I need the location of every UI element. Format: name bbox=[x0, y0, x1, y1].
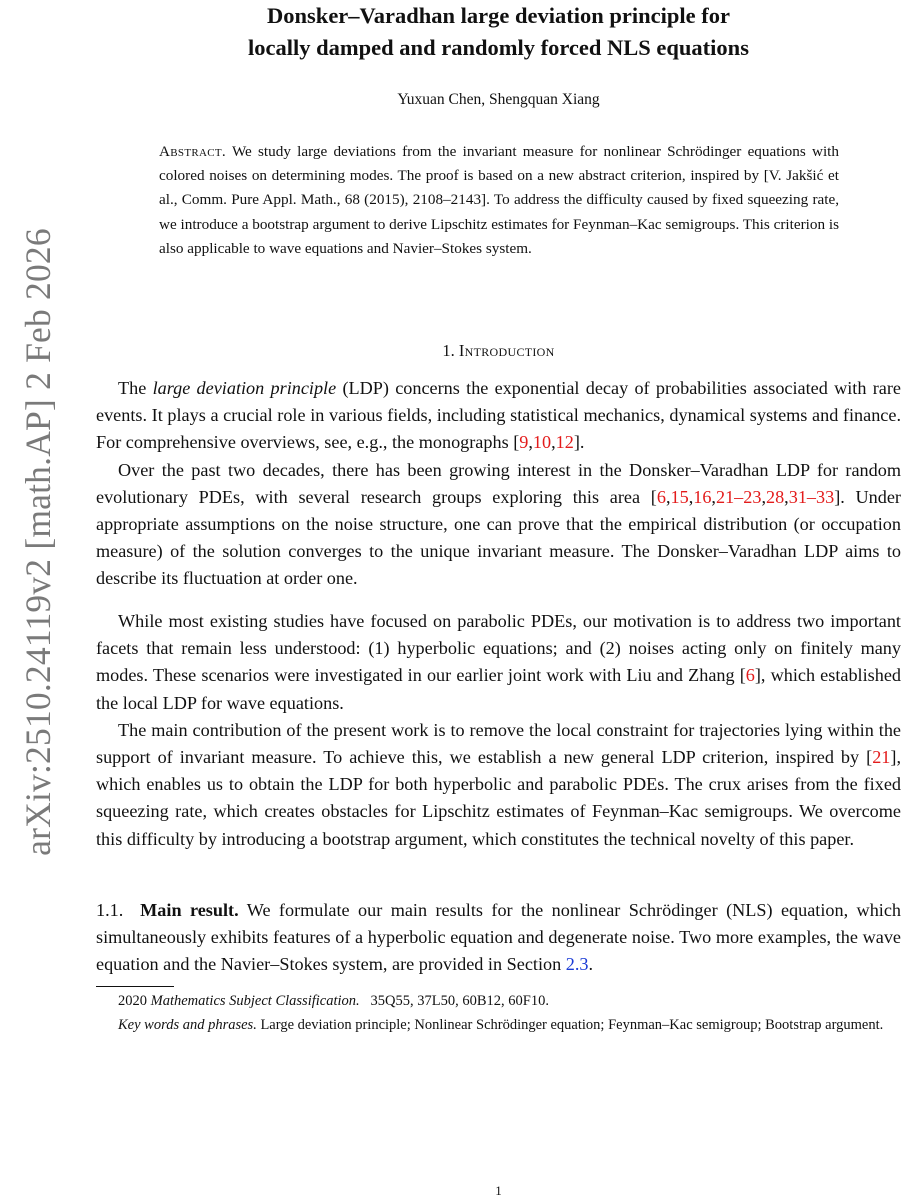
text-run: , bbox=[688, 486, 694, 507]
citation-link[interactable]: 9 bbox=[519, 432, 529, 453]
text-run: , bbox=[528, 432, 533, 453]
paper-title bbox=[96, 0, 901, 64]
text-run: ]. Under appropriate assumptions on the noise structure, one can prove that the empirical distribution (or occupation measure) of the solution converges to the unique invariant measure. The Donsker–Varadhan LDP aims to describe its fluctuation at order one. bbox=[96, 486, 901, 589]
abstract-text: We study large deviations from the invariant measure for nonlinear Schrödinger equations with colored noises on determining modes. The proof is based on a new abstract criterion, inspired by [V. Jakšić et al., Comm. Pure Appl. Math., 68 (2015), 2108–2143]. To address the difficulty caused by fixed squeezing rate, we introduce a bootstrap argument to derive Lipschitz estimates for Feynman–Kac semigroups. This criterion is also applicable to wave equations and Navier–Stokes system. bbox=[159, 143, 839, 257]
title-line-1: Donsker–Varadhan large deviation principle for bbox=[267, 3, 730, 28]
intro-paragraph-3 bbox=[96, 608, 901, 717]
text-run: , bbox=[761, 486, 766, 507]
footnote-msc bbox=[96, 990, 901, 1014]
text-run: Over the past two decades, there has been growing interest in the Donsker–Varadhan LDP for random evolutionary PDEs, with several research groups exploring this area [ bbox=[96, 459, 901, 507]
section-heading-introduction bbox=[96, 339, 901, 363]
footnote-rule bbox=[96, 986, 174, 987]
citation-link[interactable]: 21 bbox=[872, 747, 891, 768]
text-run: (LDP) concerns the exponential decay of probabilities associated with rare events. It plays a crucial role in various fields, including statistical mechanics, dynamical systems and finance. For comprehensive overviews, see, e.g., the monographs [ bbox=[96, 378, 901, 453]
abstract bbox=[159, 140, 839, 261]
subsection-number: 1.1. bbox=[96, 900, 124, 920]
text-run: The bbox=[118, 378, 153, 398]
intro-paragraph-1 bbox=[96, 375, 901, 457]
footnotes bbox=[96, 990, 901, 1038]
citation-link[interactable]: 21–23 bbox=[715, 486, 762, 507]
text-run: , bbox=[784, 486, 789, 507]
text-run: . bbox=[588, 954, 594, 975]
intro-paragraph-2 bbox=[96, 457, 901, 593]
intro-paragraph-4 bbox=[96, 717, 901, 853]
text-run: 35Q55, 37L50, 60B12, 60F10. bbox=[370, 993, 549, 1009]
citation-link[interactable]: 15 bbox=[670, 486, 689, 507]
text-run: While most existing studies have focused on parabolic PDEs, our motivation is to address two important facets that remain less understood: (1) hyperbolic equations; and (2) noises acting only on finitely many modes. These scenarios were investigated in our earlier joint work with Liu and Zhang [ bbox=[96, 611, 901, 686]
text-run: , bbox=[711, 486, 716, 507]
title-line-2: locally damped and randomly forced NLS equations bbox=[248, 35, 749, 60]
citation-link[interactable]: 12 bbox=[555, 432, 574, 453]
text-run: ], which enables us to obtain the LDP for both hyperbolic and parabolic PDEs. The crux arises from the fixed squeezing rate, which creates obstacles for Lipschitz estimates of Feynman–Kac semigroups. We overcome this difficulty by introducing a bootstrap argument, which constitutes the technical novelty of this paper. bbox=[96, 747, 901, 849]
intro-paragraph-group-2 bbox=[96, 608, 901, 853]
abstract-label: Abstract. bbox=[159, 143, 226, 160]
citation-link[interactable]: 6 bbox=[656, 486, 666, 507]
text-run: The main contribution of the present work is to remove the local constraint for trajectories lying within the support of invariant measure. To achieve this, we establish a new general LDP criterion, inspired by [ bbox=[96, 719, 901, 768]
emphasized-term: large deviation principle bbox=[152, 378, 337, 398]
footnote-keywords bbox=[96, 1014, 901, 1038]
subsection-title: Main result. bbox=[140, 900, 239, 920]
arxiv-identifier-stamp bbox=[16, 202, 60, 882]
section-title: Introduction bbox=[458, 341, 555, 360]
text-run: Large deviation principle; Nonlinear Schrödinger equation; Feynman–Kac semigroup; Bootstrap argument. bbox=[256, 1016, 884, 1033]
citation-link[interactable]: 10 bbox=[532, 432, 552, 453]
text-run: ], which established the local LDP for wave equations. bbox=[96, 665, 901, 713]
citation-link[interactable]: 28 bbox=[765, 486, 785, 507]
section-cross-reference-link[interactable]: 2.3 bbox=[565, 954, 589, 975]
page-number: 1 bbox=[495, 1183, 502, 1198]
footnote-label: Mathematics Subject Classification. bbox=[150, 993, 360, 1009]
text-run: ]. bbox=[573, 432, 585, 453]
subsection-main-result bbox=[96, 897, 901, 979]
footnote-label: Key words and phrases. bbox=[118, 1016, 257, 1033]
section-number: 1. bbox=[442, 341, 455, 360]
citation-link[interactable]: 16 bbox=[693, 486, 712, 507]
intro-paragraph-group-1 bbox=[96, 375, 901, 593]
paper-authors: Yuxuan Chen, Shengquan Xiang bbox=[397, 91, 600, 108]
citation-link[interactable]: 31–33 bbox=[788, 486, 835, 507]
text-run: 2020 bbox=[118, 993, 151, 1009]
text-run: We formulate our main results for the nonlinear Schrödinger (NLS) equation, which simultaneously exhibits features of a hyperbolic equation and degenerate noise. Two more examples, the wave equation and the Navier–Stokes system, are provided in Section bbox=[96, 900, 901, 975]
main-result-paragraph bbox=[96, 897, 901, 979]
text-run: , bbox=[551, 432, 556, 453]
arxiv-identifier-text: arXiv:2510.24119v2 [math.AP] 2 Feb 2026 bbox=[18, 228, 58, 856]
citation-link[interactable]: 6 bbox=[745, 665, 755, 686]
text-run: , bbox=[665, 486, 671, 507]
